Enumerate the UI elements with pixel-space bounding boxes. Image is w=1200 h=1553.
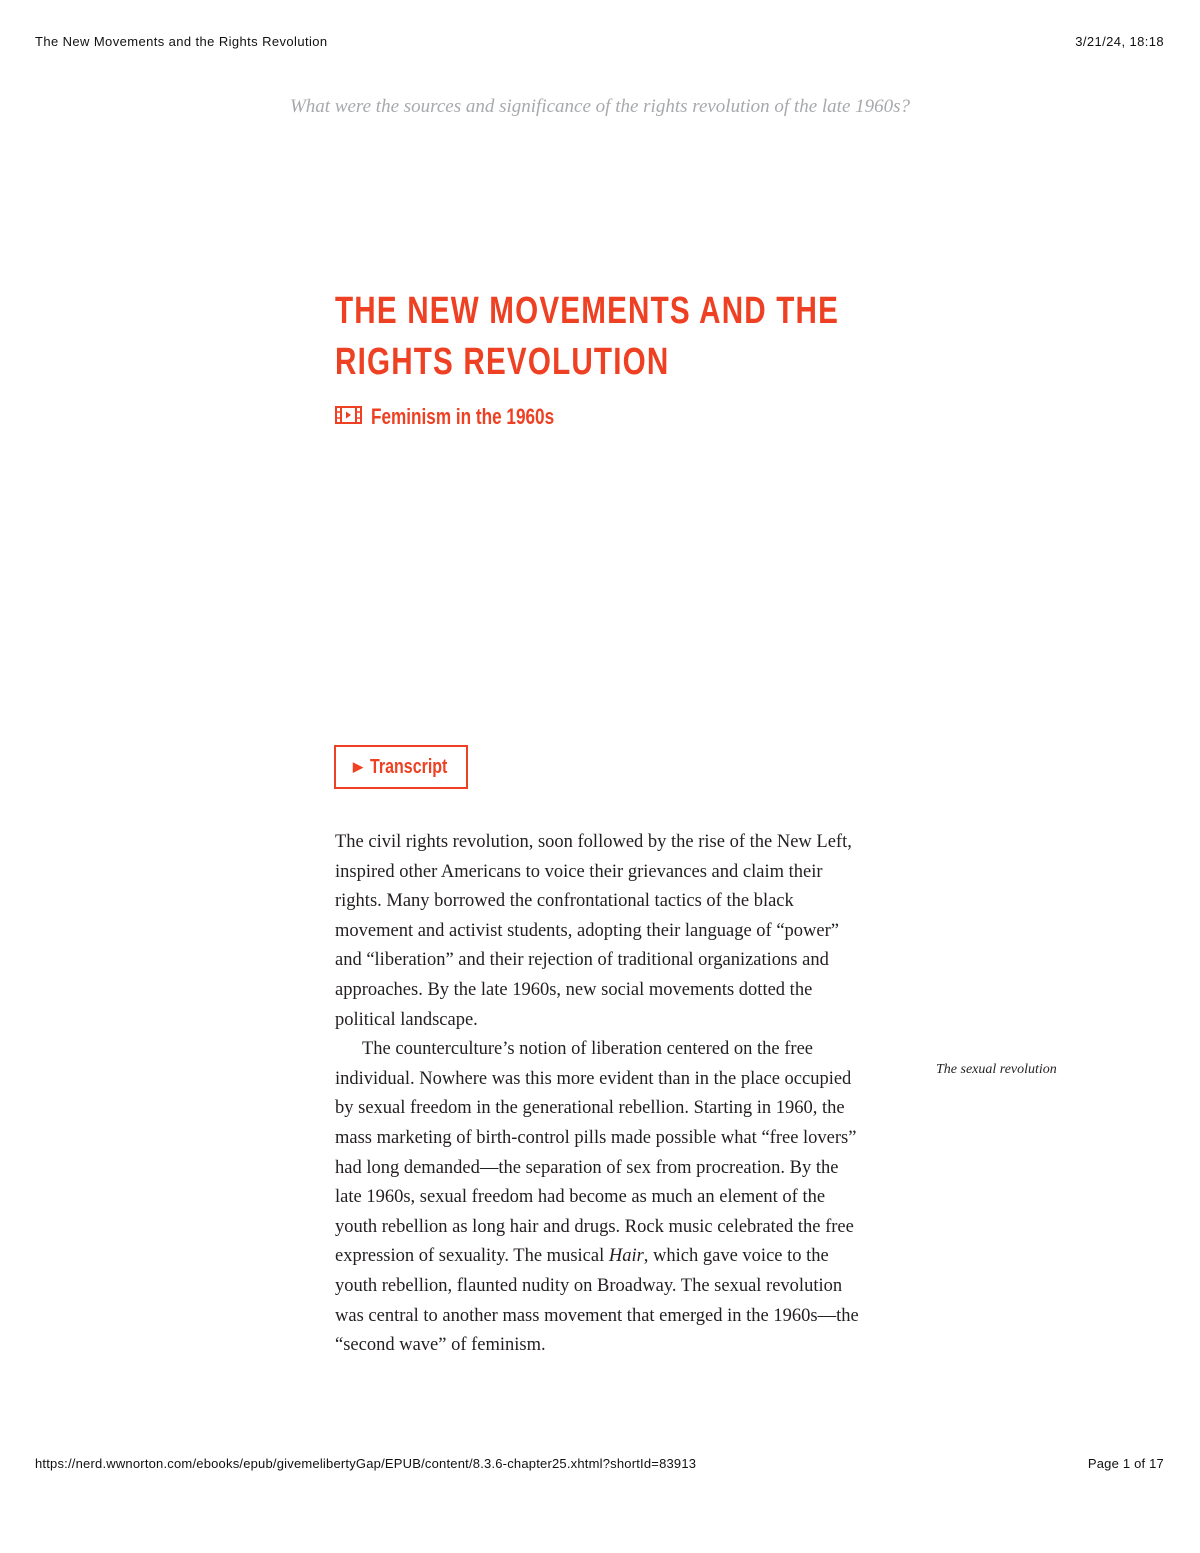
print-footer-url: https://nerd.wwnorton.com/ebooks/epub/givemelibertyGap/EPUB/content/8.3.6-chapter25.xhtml?shortId=83913: [35, 1456, 697, 1471]
section-title-line-2: RIGHTS REVOLUTION: [335, 341, 670, 383]
section-title-line-1: THE NEW MOVEMENTS AND THE: [335, 290, 840, 332]
play-triangle-icon: ▶: [353, 759, 363, 774]
body-text: [335, 828, 867, 1361]
paragraph-text: The counterculture’s notion of liberation centered on the free individual. Nowhere was this more evident than in the place occupied by sexual freedom in the generational rebellion. Starting in 1960, the mass marketing of birth-control pills made possible what “free lovers” had long demanded—the separation of sex from procreation. By the late 1960s, sexual freedom had become as much an element of the youth rebellion as long hair and drugs. Rock music celebrated the free expression of sexuality. The musical: [335, 1039, 857, 1267]
section-title: [335, 286, 881, 388]
paragraph-text: , which gave voice to the youth rebellion, flaunted nudity on Broadway. The sexual revolution was central to another mass movement that emerged in the 1960s—the “second wave” of feminism.: [335, 1246, 859, 1356]
paragraph: The civil rights revolution, soon followed by the rise of the New Left, inspired other Americans to voice their grievances and claim their rights. Many borrowed the confrontational tactics of the black movement and activist students, adopting their language of “power” and “liberation” and their rejection of traditional organizations and approaches. By the late 1960s, new social movements dotted the political landscape.: [335, 832, 852, 1030]
musical-title: Hair: [608, 1246, 644, 1267]
paragraph: [335, 1035, 867, 1361]
film-icon: [335, 404, 362, 430]
transcript-button[interactable]: [334, 745, 468, 789]
video-label: Feminism in the 1960s: [371, 404, 555, 429]
print-header-title: The New Movements and the Rights Revolution: [35, 34, 328, 49]
video-link[interactable]: [335, 404, 606, 430]
margin-note: The sexual revolution: [936, 1062, 1057, 1077]
transcript-label: Transcript: [370, 755, 448, 778]
print-header-datetime: 3/21/24, 18:18: [1075, 34, 1164, 49]
focus-question: What were the sources and significance of the rights revolution of the late 1960s?: [289, 96, 911, 117]
print-footer-page: Page 1 of 17: [1087, 1456, 1164, 1471]
